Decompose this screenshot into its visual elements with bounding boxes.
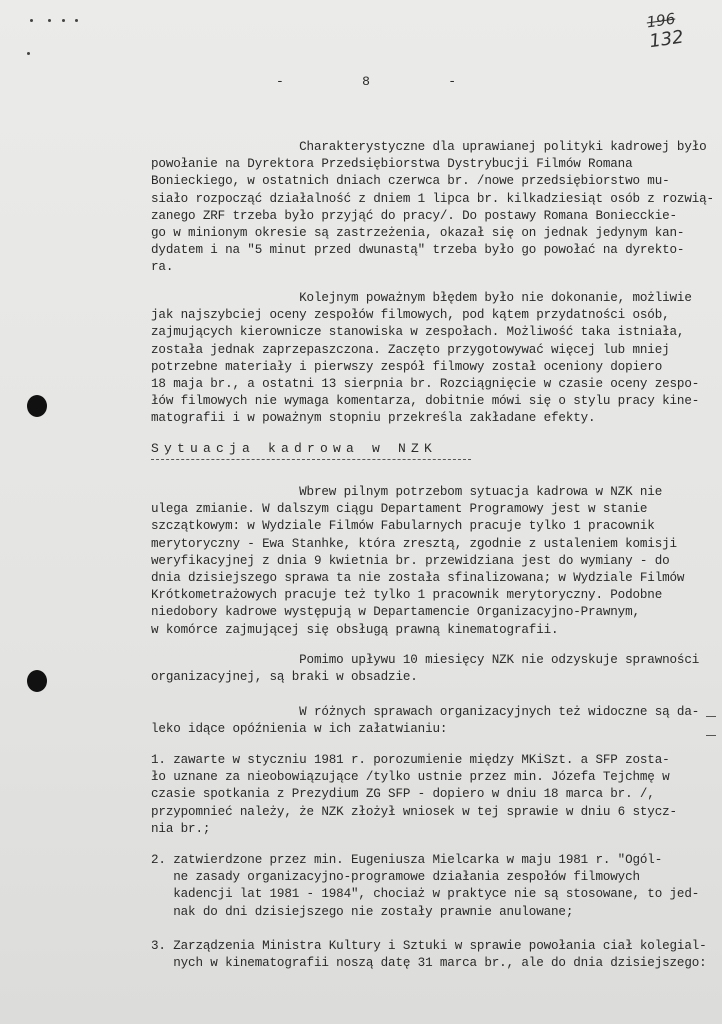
page-number-value: 8 xyxy=(362,74,370,89)
corner-dot xyxy=(62,19,65,22)
punch-hole xyxy=(27,395,47,417)
section-heading: Sytuacja kadrowa w NZK xyxy=(151,441,438,456)
corner-dot xyxy=(27,52,30,55)
corner-dot xyxy=(75,19,78,22)
paragraph-organizational-efficiency: Pomimo upływu 10 miesięcy NZK nie odzyskuje sprawności organizacyjnej, są braki w obsadzie. xyxy=(151,653,700,685)
list-item-1: 1. zawarte w styczniu 1981 r. porozumienie między MKiSzt. a SFP zosta- ło uznane za nieobowiązujące /tylko ustnie przez min. Józefa Tejchmę w czasie spotkania z Prezydium ZG SFP - dopiero w dniu 18 marca br. /, przypomnieć należy, że NZK złożył wniosek w tej sprawie w dniu 6 stycz- nia br.; xyxy=(151,753,677,836)
list-item-2: 2. zatwierdzone przez min. Eugeniusza Mielcarka w maju 1981 r. "Ogól- ne zasady organizacyjno-programowe działania zespołów filmowych kadencji lat 1981 - 1984", chociaż w praktyce nie są stosowane, to jed- nak do dni dzisiejszego nie zostały prawnie anulowane; xyxy=(151,853,700,919)
margin-mark xyxy=(706,735,716,736)
archive-number-old: 196 xyxy=(645,9,677,32)
paragraph-director-appointment: Charakterystyczne dla uprawianej polityki kadrowej było powołanie na Dyrektora Przedsiębiorstwa Dystrybucji Filmów Romana Bonieckiego, w ostatnich dniach czerwca br. /nowe przedsiębiorstwo mu- siało rozpocząć działalność z dniem 1 lipca br. kilkadziesiąt osób z rozwią- zanego ZRF trzeba było przyjąć do pracy/. Do postawy Romana Boniecckie- go w minionym okresie są zastrzeżenia, okazał się on jednak jedynym kan- dydatem i na "5 minut przed dwunastą" trzeba było go powołać na dyrekto- ra. xyxy=(151,140,714,275)
paragraph-delays-intro: W różnych sprawach organizacyjnych też widoczne są da- leko idące opóźnienia w ich załatwianiu: xyxy=(151,705,700,737)
page-number-dash-right: - xyxy=(448,74,456,89)
margin-mark xyxy=(706,716,716,717)
page-number-dash-left: - xyxy=(276,74,284,89)
heading-underline xyxy=(151,459,471,460)
page-number xyxy=(276,74,456,89)
corner-dot xyxy=(30,19,33,22)
paragraph-staffing-situation: Wbrew pilnym potrzebom sytuacja kadrowa w NZK nie ulega zmianie. W dalszym ciągu Departament Programowy jest w stanie szczątkowym: w Wydziale Filmów Fabularnych pracuje tylko 1 pracownik merytoryczny - Ewa Stanhke, która zresztą, zgodnie z ustaleniem komisji weryfikacyjnej z dnia 9 kwietnia br. przewidziana jest do wymiany - do dnia dzisiejszego sprawa ta nie została sfinalizowana; w Wydziale Filmów Krótkometrażowych pracuje też tylko 1 pracownik merytoryczny. Podobne niedobory kadrowe występują w Departamencie Organizacyjno-Prawnym, w komórce zajmującej się obsługą prawną kinematografii. xyxy=(151,485,685,637)
list-item-3: 3. Zarządzenia Ministra Kultury i Sztuki w sprawie powołania ciał kolegial- nych w kinematografii noszą datę 31 marca br., ale do dnia dzisiejszego: xyxy=(151,939,707,971)
archive-number-new: 132 xyxy=(648,26,685,53)
punch-hole xyxy=(27,670,47,692)
paragraph-team-evaluation: Kolejnym poważnym błędem było nie dokonanie, możliwie jak najszybciej oceny zespołów filmowych, pod kątem przydatności osób, zajmujących kierownicze stanowiska w zespołach. Możliwość taka istniała, została jednak zaprzepaszczona. Zaczęto przygotowywać więcej lub mniej potrzebne materiały i pierwszy zespół filmowy został oceniony dopiero 18 maja br., a ostatni 13 sierpnia br. Rozciągnięcie w czasie oceny zespo- łów filmowych nie wymaga komentarza, dobitnie mówi się o stylu pracy kine- matografii i w poważnym stopniu przekreśla zakładane efekty. xyxy=(151,291,700,426)
archive-number xyxy=(645,8,685,52)
corner-dot xyxy=(48,19,51,22)
